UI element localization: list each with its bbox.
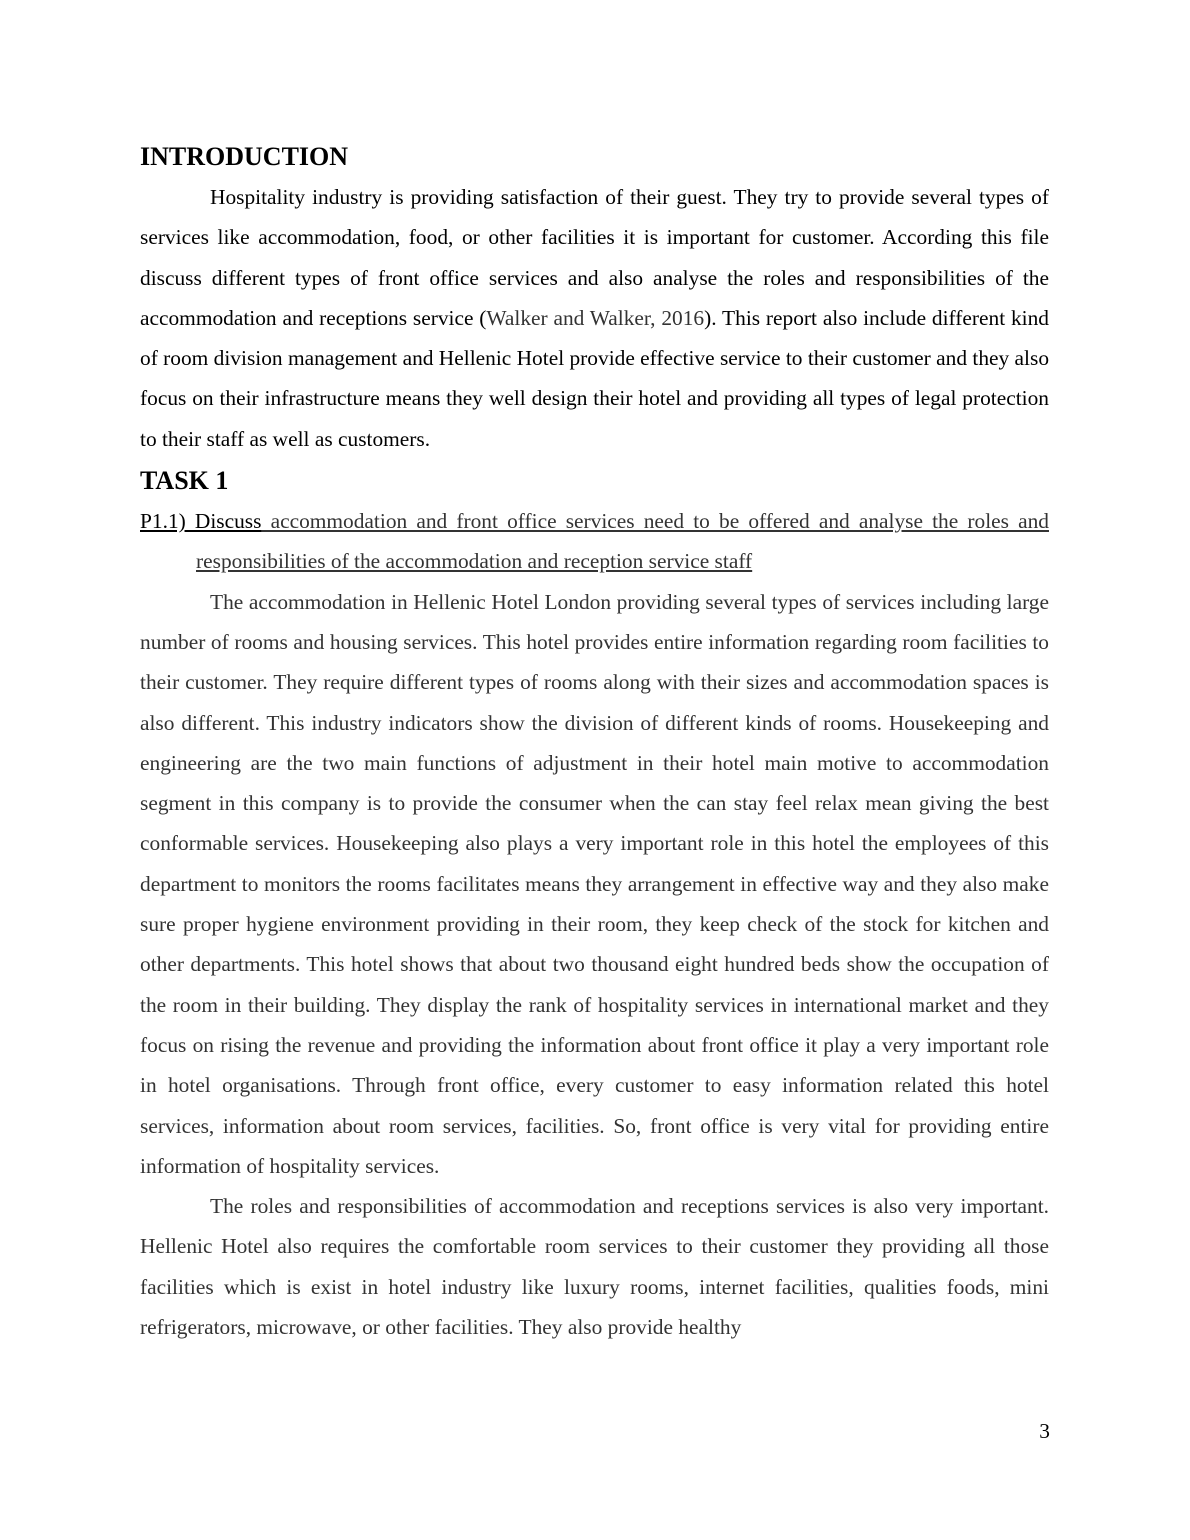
introduction-citation: Walker and Walker, 2016 [486, 305, 705, 330]
page-number: 3 [1039, 1419, 1050, 1443]
task1-subheading-lead: P1.1) Discuss [140, 509, 262, 534]
task1-heading: TASK 1 [140, 466, 229, 496]
task1-subheading-rest: accommodation and front office services need to be offered and analyse the roles and responsibilities of the accommodation and reception service staff [196, 509, 1049, 574]
page-content [140, 137, 1049, 1347]
introduction-text-part1: Hospitality industry is providing satisfaction of their guest. They try to provide several types of services like accommodation, food, or other facilities it is important for customer. According this file discuss different types of front office services and also analyse the roles and responsibilities of the accommodation and receptions service ( [140, 185, 1049, 330]
introduction-paragraph [140, 177, 1049, 459]
task1-paragraph-2: The roles and responsibilities of accommodation and receptions services is also very important. Hellenic Hotel also requires the comfortable room services to their customer they providing all those facilities which is exist in hotel industry like luxury rooms, internet facilities, qualities foods, mini refrigerators, microwave, or other facilities. They also provide healthy [140, 1194, 1049, 1340]
introduction-text-part2: ). This report also include different kind of room division management and Hellenic Hotel provide effective service to their customer and they also focus on their infrastructure means they well design their hotel and providing all types of legal protection to their staff as well as customers. [140, 305, 1050, 451]
task1-subheading [140, 501, 1049, 582]
introduction-heading: INTRODUCTION [140, 142, 349, 171]
task1-paragraph-1: The accommodation in Hellenic Hotel London providing several types of services including large number of rooms and housing services. This hotel provides entire information regarding room facilities to their customer. They require different types of rooms along with their sizes and accommodation spaces is also different. This industry indicators show the division of different kinds of rooms. Housekeeping and engineering are the two main functions of adjustment in their hotel main motive to accommodation segment in this company is to provide the consumer when the can stay feel relax mean giving the best conformable services. Housekeeping also plays a very important role in this hotel the employees of this department to monitors the rooms facilitates means they arrangement in effective way and they also make sure proper hygiene environment providing in their room, they keep check of the stock for kitchen and other departments. This hotel shows that about two thousand eight hundred beds show the occupation of the room in their building. They display the rank of hospitality services in international market and they focus on rising the revenue and providing the information about front office it play a very important role in hotel organisations. Through front office, every customer to easy information related this hotel services, information about room services, facilities. So, front office is very vital for providing entire information of hospitality services. [140, 589, 1049, 1178]
